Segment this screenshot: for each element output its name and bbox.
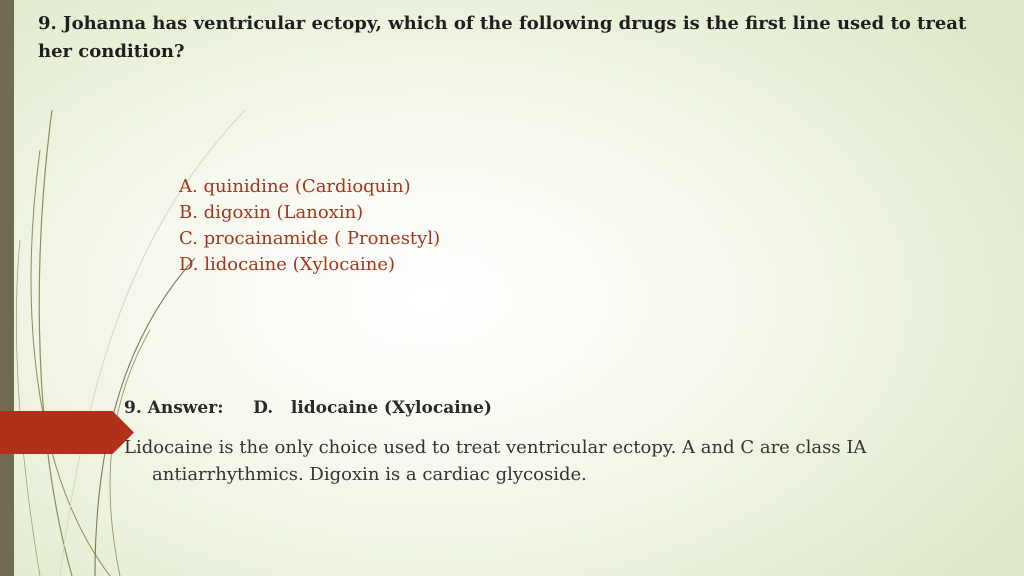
- answer-label: 9. Answer:: [124, 398, 224, 418]
- answer-heading: [124, 398, 492, 418]
- question-text: 9. Johanna has ventricular ectopy, which of the following drugs is the first line used to treat her condition?: [38, 13, 967, 62]
- choice-c: C. procainamide ( Pronestyl): [179, 228, 441, 249]
- choice-a: A. quinidine (Cardioquin): [179, 176, 411, 197]
- answer-value: D. lidocaine (Xylocaine): [253, 398, 492, 418]
- accent-arrow: [0, 411, 134, 454]
- choice-b: B. digoxin (Lanoxin): [179, 202, 364, 223]
- answer-explanation: Lidocaine is the only choice used to treat ventricular ectopy. A and C are class IA antiarrhythmics. Digoxin is a cardiac glycoside.: [124, 437, 867, 485]
- answer-choices: [179, 174, 440, 278]
- choice-d: D. lidocaine (Xylocaine): [179, 254, 396, 275]
